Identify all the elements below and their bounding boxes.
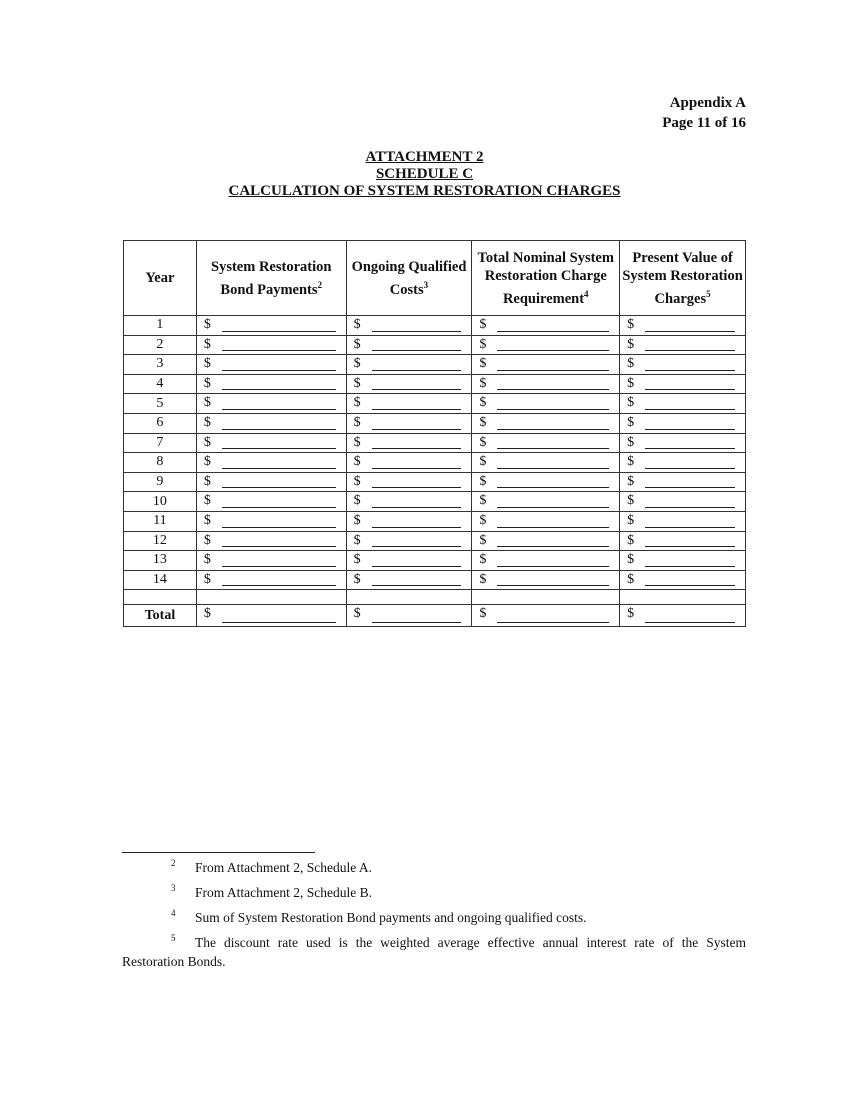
currency-symbol: $ [479, 552, 487, 568]
total-nominal-cell [472, 472, 620, 492]
currency-symbol: $ [203, 473, 211, 489]
currency-symbol: $ [353, 532, 361, 548]
currency-symbol: $ [203, 493, 211, 509]
currency-symbol: $ [627, 512, 635, 528]
ongoing-costs-cell [346, 531, 472, 551]
present-value-cell [620, 374, 746, 394]
year-cell: 1 [124, 316, 197, 336]
year-cell: 11 [124, 511, 197, 531]
bond-payments-cell [196, 511, 346, 531]
year-cell: 4 [124, 374, 197, 394]
currency-symbol: $ [203, 532, 211, 548]
currency-symbol: $ [479, 532, 487, 548]
table-row [124, 551, 746, 571]
year-cell: 3 [124, 355, 197, 375]
currency-symbol: $ [479, 606, 487, 622]
blank-amount-line [222, 389, 336, 390]
blank-amount-line [497, 622, 609, 623]
blank-amount-line [497, 389, 609, 390]
blank-amount-line [645, 409, 735, 410]
blank-amount-line [645, 566, 735, 567]
present-value-cell [620, 551, 746, 571]
year-cell: 7 [124, 433, 197, 453]
currency-symbol: $ [353, 375, 361, 391]
year-cell: 14 [124, 570, 197, 590]
ongoing-costs-cell [346, 335, 472, 355]
blank-amount-line [222, 585, 336, 586]
ongoing-costs-cell [346, 453, 472, 473]
ongoing-costs-cell [346, 316, 472, 336]
present-value-cell [620, 413, 746, 433]
bond-payments-cell [196, 492, 346, 512]
blank-amount-line [222, 350, 336, 351]
present-value-cell [620, 453, 746, 473]
blank-amount-line [222, 566, 336, 567]
bond-payments-cell [196, 374, 346, 394]
title-calculation: CALCULATION OF SYSTEM RESTORATION CHARGES [228, 183, 621, 199]
blank-amount-line [497, 546, 609, 547]
currency-symbol: $ [627, 336, 635, 352]
table-row [124, 472, 746, 492]
col-header-bond-payments: System Restoration Bond Payments$^2$ [196, 241, 346, 316]
currency-symbol: $ [479, 493, 487, 509]
year-cell: 5 [124, 394, 197, 414]
blank-amount-line [372, 370, 462, 371]
blank-amount-line [372, 350, 462, 351]
blank-amount-line [497, 507, 609, 508]
table-header-row [124, 241, 746, 316]
blank-amount-line [372, 507, 462, 508]
ongoing-costs-cell [346, 570, 472, 590]
table-row [124, 453, 746, 473]
total-total-nominal-cell [472, 605, 620, 627]
blank-amount-line [497, 370, 609, 371]
table-row [124, 413, 746, 433]
currency-symbol: $ [479, 375, 487, 391]
bond-payments-cell [196, 570, 346, 590]
total-nominal-cell [472, 394, 620, 414]
blank-amount-line [222, 507, 336, 508]
spacer-row [124, 590, 746, 605]
page-header [662, 93, 746, 133]
present-value-cell [620, 335, 746, 355]
total-nominal-cell [472, 433, 620, 453]
currency-symbol: $ [479, 336, 487, 352]
blank-amount-line [372, 448, 462, 449]
total-nominal-cell [472, 335, 620, 355]
blank-amount-line [372, 566, 462, 567]
currency-symbol: $ [479, 434, 487, 450]
blank-amount-line [222, 546, 336, 547]
total-nominal-cell [472, 316, 620, 336]
blank-amount-line [645, 468, 735, 469]
bond-payments-cell [196, 551, 346, 571]
currency-symbol: $ [627, 395, 635, 411]
blank-amount-line [222, 448, 336, 449]
bond-payments-cell [196, 531, 346, 551]
footnote-5: 5 The discount rate used is the weighted average effective annual interest rate of the System Restoration Bonds. [122, 933, 746, 969]
currency-symbol: $ [353, 552, 361, 568]
footnote-4: 4 Sum of System Restoration Bond payments and ongoing qualified costs. [171, 908, 587, 925]
currency-symbol: $ [203, 571, 211, 587]
blank-amount-line [222, 331, 336, 332]
total-bond-payments-cell [196, 605, 346, 627]
blank-amount-line [645, 585, 735, 586]
col-header-total-nominal: Total Nominal System Restoration Charge Requirement$^4$ [472, 241, 620, 316]
present-value-cell [620, 511, 746, 531]
currency-symbol: $ [627, 434, 635, 450]
blank-amount-line [645, 527, 735, 528]
year-cell: 8 [124, 453, 197, 473]
currency-symbol: $ [479, 512, 487, 528]
blank-amount-line [497, 487, 609, 488]
footnote-2: 2 From Attachment 2, Schedule A. [171, 858, 372, 875]
blank-amount-line [222, 370, 336, 371]
ongoing-costs-cell [346, 413, 472, 433]
year-cell: 12 [124, 531, 197, 551]
currency-symbol: $ [627, 375, 635, 391]
table-row [124, 394, 746, 414]
page-number: Page 11 of 16 [662, 115, 746, 131]
currency-symbol: $ [627, 473, 635, 489]
currency-symbol: $ [203, 552, 211, 568]
blank-amount-line [645, 370, 735, 371]
bond-payments-cell [196, 394, 346, 414]
currency-symbol: $ [479, 571, 487, 587]
total-nominal-cell [472, 355, 620, 375]
currency-symbol: $ [479, 356, 487, 372]
table-row [124, 433, 746, 453]
table-row [124, 335, 746, 355]
bond-payments-cell [196, 433, 346, 453]
blank-amount-line [372, 487, 462, 488]
table-row [124, 511, 746, 531]
ongoing-costs-cell [346, 394, 472, 414]
table-row [124, 355, 746, 375]
bond-payments-cell [196, 472, 346, 492]
bond-payments-cell [196, 355, 346, 375]
currency-symbol: $ [627, 493, 635, 509]
ongoing-costs-cell [346, 511, 472, 531]
col-header-ongoing-costs: Ongoing Qualified Costs$^3$ [346, 241, 472, 316]
currency-symbol: $ [479, 454, 487, 470]
total-nominal-cell [472, 551, 620, 571]
blank-amount-line [645, 507, 735, 508]
currency-symbol: $ [353, 473, 361, 489]
blank-amount-line [372, 468, 462, 469]
total-nominal-cell [472, 511, 620, 531]
total-nominal-cell [472, 413, 620, 433]
blank-amount-line [372, 622, 462, 623]
blank-amount-line [372, 585, 462, 586]
currency-symbol: $ [479, 395, 487, 411]
total-nominal-cell [472, 531, 620, 551]
blank-amount-line [222, 527, 336, 528]
blank-amount-line [645, 429, 735, 430]
year-cell: 9 [124, 472, 197, 492]
ongoing-costs-cell [346, 551, 472, 571]
ongoing-costs-cell [346, 472, 472, 492]
footnote-3: 3 From Attachment 2, Schedule B. [171, 883, 372, 900]
currency-symbol: $ [203, 317, 211, 332]
ongoing-costs-cell [346, 374, 472, 394]
currency-symbol: $ [203, 454, 211, 470]
currency-symbol: $ [203, 512, 211, 528]
currency-symbol: $ [353, 454, 361, 470]
total-label: Total [124, 605, 197, 627]
currency-symbol: $ [627, 317, 635, 332]
blank-amount-line [645, 331, 735, 332]
blank-amount-line [645, 448, 735, 449]
total-nominal-cell [472, 374, 620, 394]
currency-symbol: $ [627, 606, 635, 622]
title-schedule: SCHEDULE C [375, 166, 474, 182]
currency-symbol: $ [353, 512, 361, 528]
table-row [124, 492, 746, 512]
total-ongoing-costs-cell [346, 605, 472, 627]
currency-symbol: $ [353, 434, 361, 450]
blank-amount-line [645, 350, 735, 351]
currency-symbol: $ [203, 395, 211, 411]
year-cell: 13 [124, 551, 197, 571]
blank-amount-line [497, 331, 609, 332]
currency-symbol: $ [203, 434, 211, 450]
ongoing-costs-cell [346, 433, 472, 453]
present-value-cell [620, 492, 746, 512]
blank-amount-line [372, 389, 462, 390]
currency-symbol: $ [627, 532, 635, 548]
bond-payments-cell [196, 413, 346, 433]
currency-symbol: $ [627, 571, 635, 587]
blank-amount-line [372, 331, 462, 332]
present-value-cell [620, 570, 746, 590]
blank-amount-line [645, 389, 735, 390]
currency-symbol: $ [353, 336, 361, 352]
currency-symbol: $ [479, 414, 487, 430]
currency-symbol: $ [627, 552, 635, 568]
present-value-cell [620, 472, 746, 492]
blank-amount-line [497, 468, 609, 469]
currency-symbol: $ [353, 571, 361, 587]
currency-symbol: $ [353, 493, 361, 509]
present-value-cell [620, 394, 746, 414]
footnotes [122, 858, 746, 977]
currency-symbol: $ [203, 336, 211, 352]
blank-amount-line [645, 546, 735, 547]
present-value-cell [620, 433, 746, 453]
currency-symbol: $ [203, 356, 211, 372]
blank-amount-line [497, 429, 609, 430]
currency-symbol: $ [353, 414, 361, 430]
col-header-present-value: Present Value of System Restoration Charges$^5$ [620, 241, 746, 316]
blank-amount-line [222, 429, 336, 430]
schedule-table [123, 240, 746, 627]
total-nominal-cell [472, 492, 620, 512]
blank-amount-line [222, 487, 336, 488]
blank-amount-line [372, 429, 462, 430]
currency-symbol: $ [203, 375, 211, 391]
total-nominal-cell [472, 570, 620, 590]
blank-amount-line [372, 409, 462, 410]
currency-symbol: $ [353, 395, 361, 411]
total-nominal-cell [472, 453, 620, 473]
present-value-cell [620, 355, 746, 375]
ongoing-costs-cell [346, 492, 472, 512]
blank-amount-line [645, 487, 735, 488]
blank-amount-line [372, 527, 462, 528]
total-row [124, 605, 746, 627]
blank-amount-line [222, 409, 336, 410]
table-row [124, 570, 746, 590]
blank-amount-line [222, 468, 336, 469]
appendix-label: Appendix A [669, 95, 746, 111]
currency-symbol: $ [479, 317, 487, 332]
ongoing-costs-cell [346, 355, 472, 375]
blank-amount-line [645, 622, 735, 623]
bond-payments-cell [196, 335, 346, 355]
year-cell: 2 [124, 335, 197, 355]
currency-symbol: $ [203, 606, 211, 622]
total-present-value-cell [620, 605, 746, 627]
year-cell: 6 [124, 413, 197, 433]
year-cell: 10 [124, 492, 197, 512]
currency-symbol: $ [627, 356, 635, 372]
table-row [124, 374, 746, 394]
table-row [124, 316, 746, 336]
bond-payments-cell [196, 453, 346, 473]
table-row [124, 531, 746, 551]
currency-symbol: $ [203, 414, 211, 430]
blank-amount-line [497, 350, 609, 351]
blank-amount-line [372, 546, 462, 547]
blank-amount-line [497, 409, 609, 410]
present-value-cell [620, 531, 746, 551]
blank-amount-line [222, 622, 336, 623]
currency-symbol: $ [627, 414, 635, 430]
document-title [0, 149, 849, 200]
currency-symbol: $ [353, 317, 361, 332]
blank-amount-line [497, 448, 609, 449]
col-header-year: Year [124, 241, 197, 316]
currency-symbol: $ [479, 473, 487, 489]
footnote-separator [122, 852, 315, 853]
currency-symbol: $ [353, 606, 361, 622]
blank-amount-line [497, 527, 609, 528]
present-value-cell [620, 316, 746, 336]
title-attachment: ATTACHMENT 2 [365, 149, 484, 165]
blank-amount-line [497, 566, 609, 567]
bond-payments-cell [196, 316, 346, 336]
currency-symbol: $ [627, 454, 635, 470]
currency-symbol: $ [353, 356, 361, 372]
blank-amount-line [497, 585, 609, 586]
